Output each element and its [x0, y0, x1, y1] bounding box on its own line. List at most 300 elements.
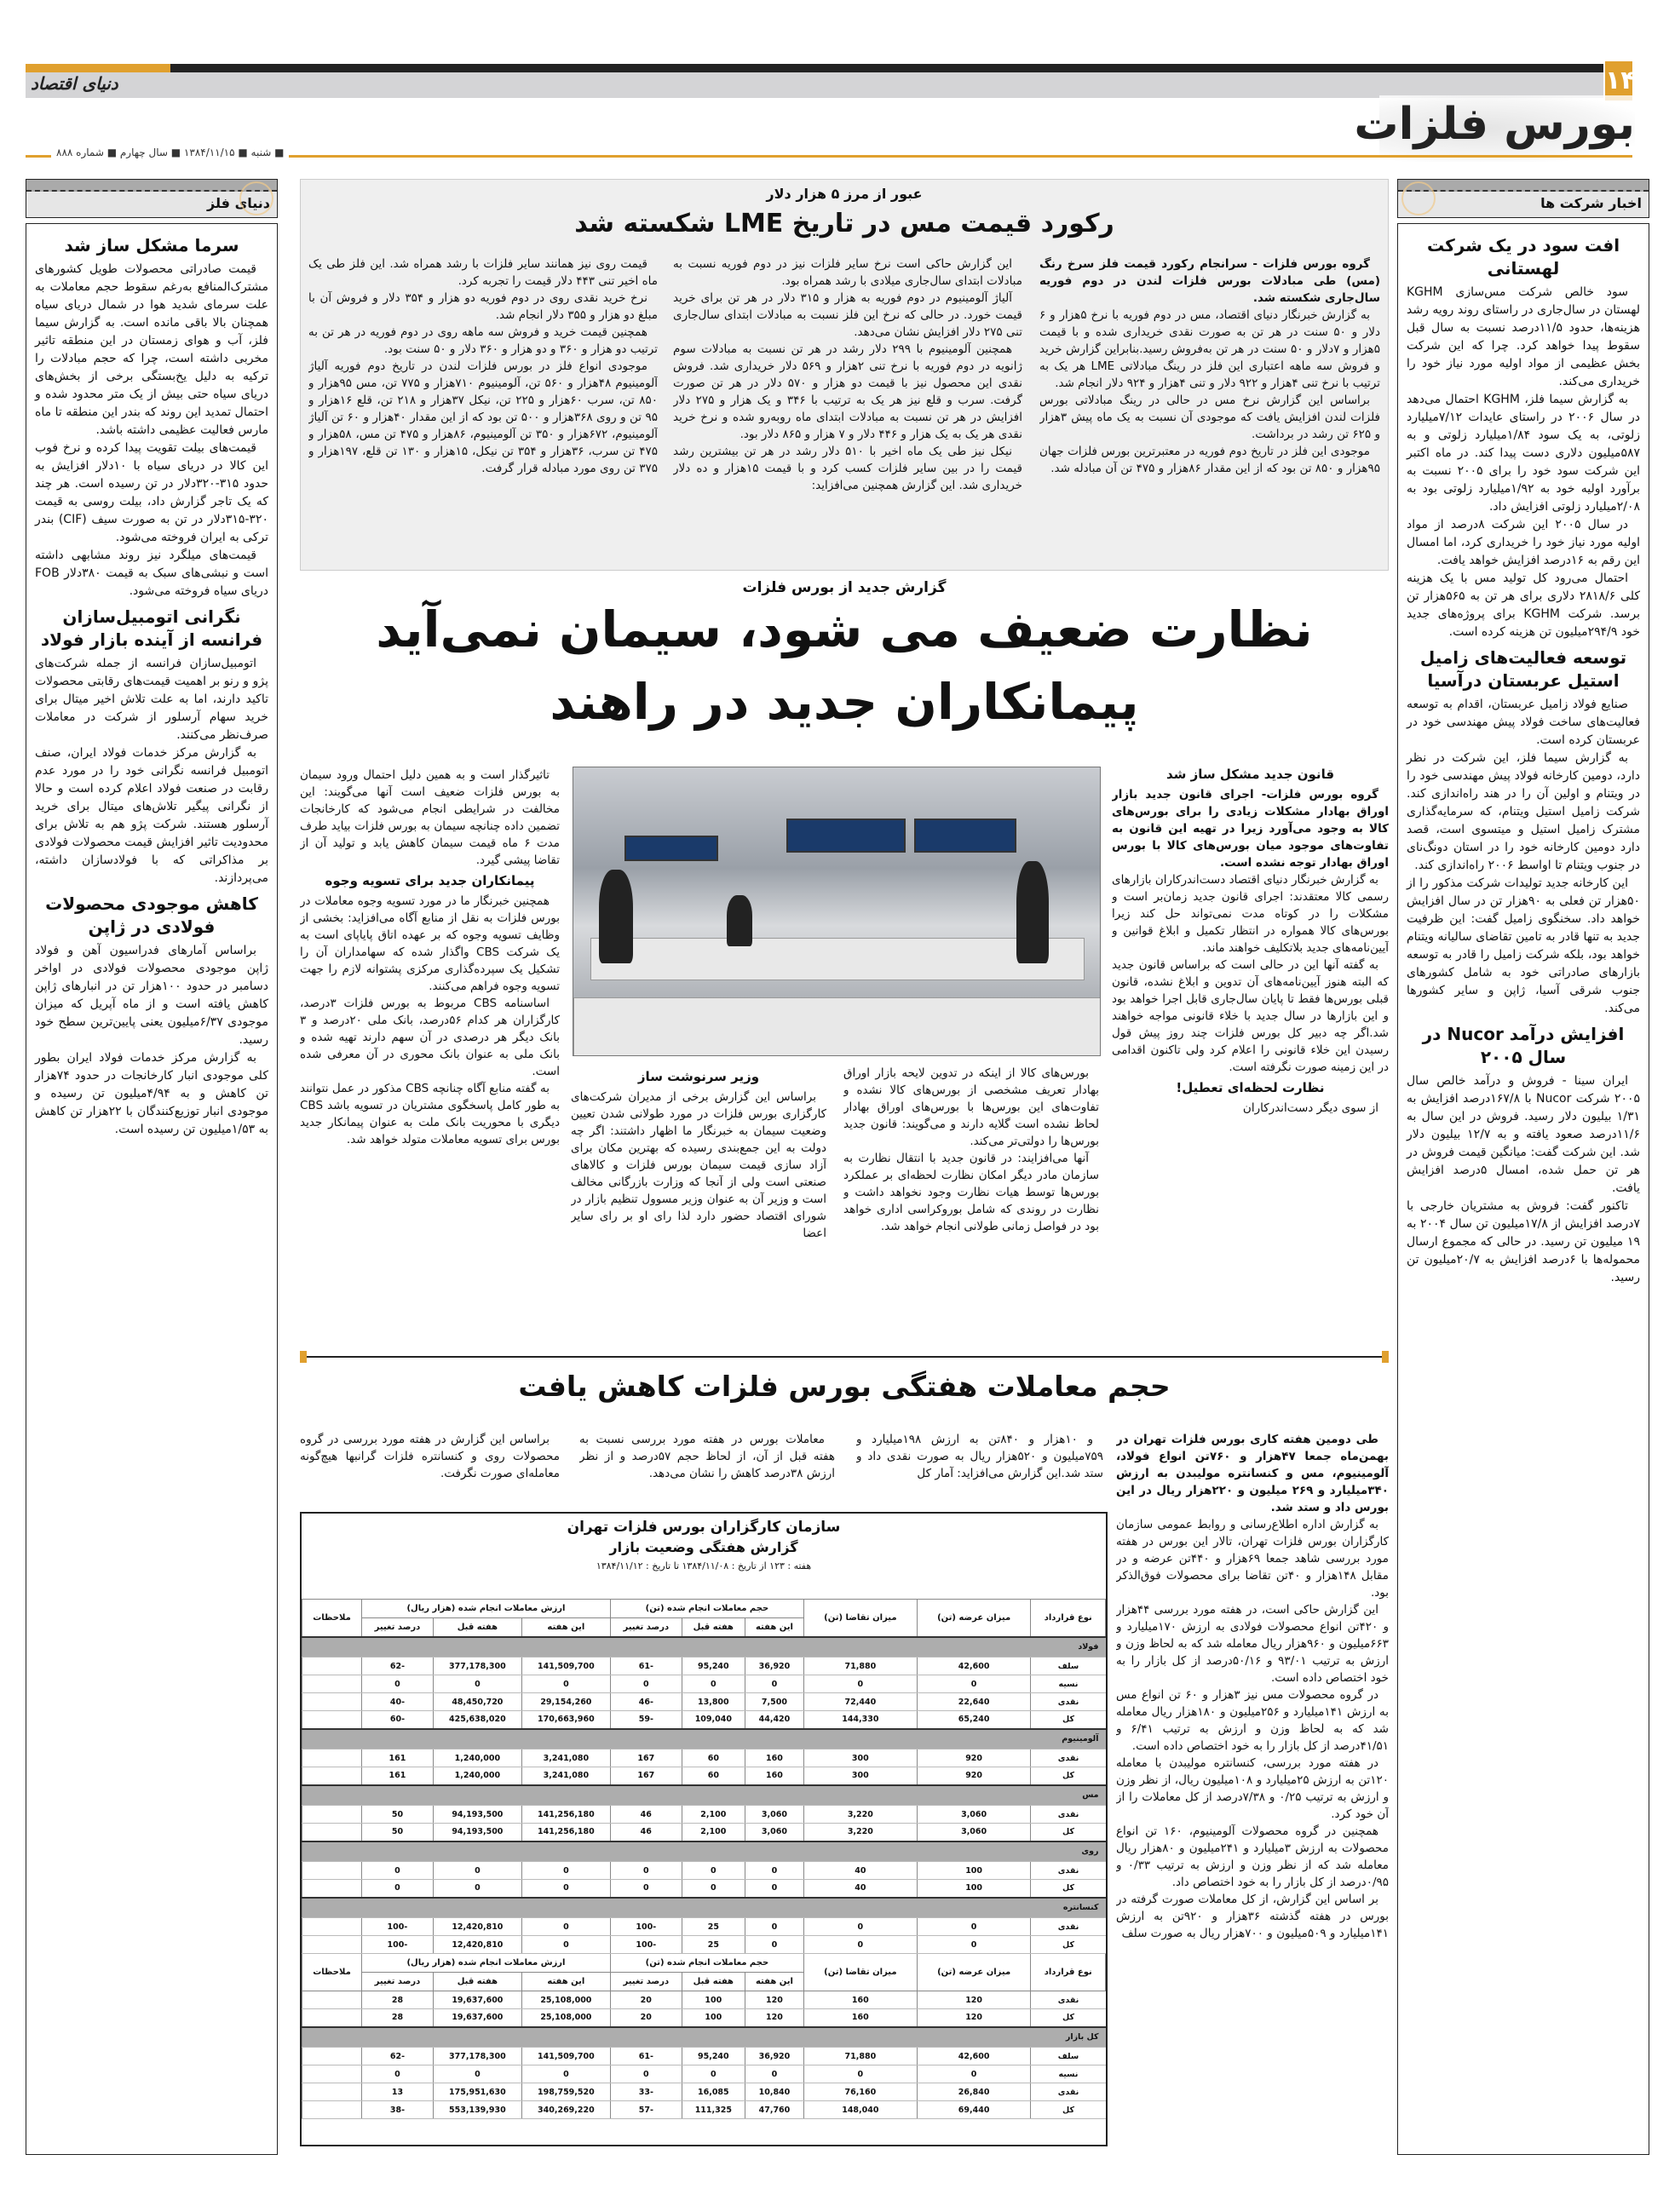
notes-cell — [302, 2101, 362, 2119]
cell: -100 — [362, 1918, 434, 1936]
story-headline: افت سود در یک شرکت لهستانی — [1426, 235, 1620, 279]
group-label: فولاد — [302, 1637, 1106, 1658]
cell: 160 — [803, 1991, 917, 2009]
cell: 0 — [682, 1675, 745, 1693]
paragraph: سود خالص شرکت مس‌سازی KGHM لهستان در سال‌جاری در راستای روند رویه رشد هزینه‌ها، حدود ۱۱/۵درصد نسبت به سال قبل سقوط پیدا خواهد کرد. چرا که این شرکت بخش عظیمی از مواد اولیه مورد نیاز خود را خریداری می‌کند. — [1407, 285, 1640, 388]
cell: 0 — [803, 1936, 917, 1954]
globe-icon — [1401, 181, 1436, 215]
column-header: درصد تغییر — [362, 1618, 434, 1637]
cell: 76,160 — [803, 2083, 917, 2101]
lme-column-3 — [308, 256, 658, 566]
cell: 2,100 — [682, 1824, 745, 1841]
cell: -33 — [610, 2083, 682, 2101]
paragraph: اتومبیل‌سازان فرانسه از جمله شرکت‌های پژو و رنو بر اهمیت قیمت‌های رقابتی محصولات تاکید دارند، اما به علت تلاش اخیر میتال برای خرید سهام آرسلور از شرکت در معاملات صرف‌نظر می‌کنند. — [35, 657, 268, 742]
contract-type: نسیه — [1031, 1675, 1106, 1693]
cell: 300 — [803, 1767, 917, 1785]
cell: 69,440 — [917, 2101, 1031, 2119]
section-divider — [300, 1356, 1389, 1358]
column-header: حجم معاملات انجام شده (تن) — [610, 1600, 803, 1618]
right-sidebar-header — [1397, 179, 1649, 218]
main-column-mid-right — [843, 1065, 1099, 1342]
paragraph: قیمت روی نیز همانند سایر فلزات با رشد همراه شد. این فلز طی یک ماه اخیر تنی ۴۴۳ دلار قیمت را تجربه کرد. — [308, 257, 658, 288]
paragraph: همچنین خبرنگار ما در مورد تسویه وجوه معاملات در بورس فلزات به نقل از منابع آگاه می‌افزاید: بخشی از وظایف تسویه وجوه که بر عهده اتاق پایاپای است به یک شرکت CBS واگذار شده که سهامداران آن را تشکیل یک سپرده‌گذاری مرکزی پشتوانه لازم را جهت تسویه وجوه فراهم می‌کنند. — [300, 894, 560, 993]
story-headline: سرما مشکل ساز شد — [64, 235, 239, 256]
paragraph: گروه بورس فلزات - سرانجام رکورد قیمت فلز سرخ رنگ (مس) طی مبادلات بورس فلزات لندن در دوم فوریه سال‌جاری شکسته شد. — [1039, 257, 1380, 305]
column-header: هفته قبل — [682, 1618, 745, 1637]
cell: 0 — [745, 2065, 803, 2083]
cell: 94,193,500 — [433, 1806, 521, 1824]
cell: -100 — [610, 1918, 682, 1936]
cell: 42,600 — [917, 2048, 1031, 2065]
main-headline-line2: پیمانکاران جدید در راهند — [550, 673, 1139, 731]
paragraph: به گزارش مرکز خدمات فولاد ایران بطور کلی موجودی انبار کارخانجات در حدود ۷۴هزار تن کاهش و به ۴/۹۴میلیون تن رسیده و موجودی انبار توزیع‌کنندگان با ۲۲هزار تن کاهش به ۱/۵۳میلیون تن رسیده است. — [35, 1051, 268, 1136]
paragraph: این گزارش حاکی است نرخ سایر فلزات نیز در دوم فوریه نسبت به مبادلات ابتدای سال‌جاری میلادی با رشد همراه بود. — [673, 257, 1022, 288]
cell: 0 — [917, 1918, 1031, 1936]
cell: -61 — [610, 2048, 682, 2065]
cell: 28 — [362, 1991, 434, 2009]
cell: -61 — [610, 1658, 682, 1675]
notes-cell — [302, 1918, 362, 1936]
paragraph: براساس این گزارش در هفته مورد بررسی در گروه محصولات روی و کنسانتره فلزات گرانبها هیچ‌گونه معامله‌ای صورت نگرفت. — [300, 1433, 560, 1480]
cell: 12,420,810 — [433, 1918, 521, 1936]
group-row — [302, 1841, 1106, 1862]
notes-cell — [302, 1658, 362, 1675]
cell: 161 — [362, 1767, 434, 1785]
cell: 0 — [362, 1880, 434, 1898]
cell: 0 — [362, 1675, 434, 1693]
paragraph: آنها می‌افزایند: در قانون جدید با انتقال نظارت به سازمان مادر دیگر امکان نظارت لحظه‌ای بر عملکرد بورس‌ها توسط هیات نظارت وجود نخواهد داشت و نظارت در روندی که شامل بوروکراسی اداری خواهد بود در فواصل زمانی طولانی انجام خواهد شد. — [843, 1152, 1099, 1233]
cell: 0 — [610, 1862, 682, 1880]
lme-column-1 — [1039, 256, 1380, 566]
column-header: ارزش معاملات انجام شده (هزار ریال) — [362, 1954, 611, 1973]
cell: 0 — [745, 1880, 803, 1898]
table-row — [302, 1824, 1106, 1841]
cell: 3,060 — [745, 1806, 803, 1824]
column-header: میزان عرضه (تن) — [917, 1600, 1031, 1637]
cell: 25,108,000 — [521, 2009, 610, 2027]
cell: 0 — [803, 2065, 917, 2083]
paragraph: آلیاژ آلومینیوم در دوم فوریه به هزار و ۳۱۵ دلار در هر تن برای خرید قیمت خورد. در حالی که نرخ این فلز نسبت به مبادلات ابتدای سال‌جاری تنی ۲۷۵ دلار افزایش نشان می‌دهد. — [673, 291, 1022, 339]
volume-intro-col-3 — [300, 1431, 560, 1503]
notes-cell — [302, 1711, 362, 1729]
cell: 25 — [682, 1918, 745, 1936]
cell: 40 — [803, 1862, 917, 1880]
paragraph: بر اساس این گزارش، از کل معاملات صورت گرفته در بورس در هفته گذشته ۳۶هزار و ۹۲۰تن به ارزش ۱۴۱میلیارد و ۵۰۹میلیون و ۷۰۰هزار ریال به صورت سلف — [1116, 1893, 1389, 1940]
table-row — [302, 2009, 1106, 2027]
paragraph: همچنین در گروه محصولات آلومینیوم، ۱۶۰ تن انواع محصولات به ارزش ۳میلیارد و ۲۴۱میلیون و ۸۰هزار ریال معامله شد که از نظر وزن و ارزش به ترتیب ۰/۳۳ و ۰/۹۵درصد از کل بازار را به خود اختصاص داد. — [1116, 1824, 1389, 1889]
cell: 95,240 — [682, 1658, 745, 1675]
cell: 0 — [745, 1675, 803, 1693]
cell: 3,241,080 — [521, 1749, 610, 1767]
column-header: ارزش معاملات انجام شده (هزار ریال) — [362, 1600, 611, 1618]
trading-floor-photo — [573, 767, 1101, 1056]
table-row — [302, 1693, 1106, 1711]
story-headline: نگرانی اتومبیل‌سازان فرانسه از آینده بازار فولاد — [40, 606, 263, 650]
table-row — [302, 1711, 1106, 1729]
paragraph: به گزارش خبرنگار دنیای اقتصاد دست‌اندرکاران بازارهای رسمی کالا معتقدند: اجرای قانون جدید زمان‌بر است و مشکلات را در کوتاه مدت نمی‌تواند حل کند زیرا بورس‌های کالا همواره در انتظار تکمیل و ابلاغ قوانین و آیین‌نامه‌های جدید بلاتکلیف خواهند ماند. — [1112, 873, 1389, 955]
notes-cell — [302, 2048, 362, 2065]
paragraph: موجودی این فلز در تاریخ دوم فوریه در معتبرترین بورس فلزات جهان ۹۵هزار و ۸۵۰ تن بود که از این مقدار ۸۶هزار و ۴۷۵ تن آن مبادله شد. — [1039, 445, 1380, 475]
notes-cell — [302, 2009, 362, 2027]
table-subtitle: گزارش هفتگی وضعیت بازار — [609, 1539, 798, 1555]
contract-type: کل — [1031, 1880, 1106, 1898]
lme-column-2 — [673, 256, 1022, 566]
paragraph: احتمال می‌رود کل تولید مس با یک هزینه کلی ۲۸۱۸/۶ دلاری برای هر تن به ۵۶۵هزار تن برسد. شرکت KGHM برای پروژه‌های جدید خود ۲۹۴/۹میلیون تن هزینه کرده است. — [1407, 572, 1640, 639]
cell: 25 — [682, 1936, 745, 1954]
cell: 141,256,180 — [521, 1806, 610, 1824]
table-row — [302, 1918, 1106, 1936]
paragraph: به گزارش مرکز خدمات فولاد ایران، صنف اتومبیل فرانسه نگرانی خود را در مورد عدم رقابت در صنعت فولاد اعلام کرده است و حالا از نگرانی پیگیر تلاش‌های میتال برای خرید آرسلور هستند. شرکت پژو هم به تلاش برای محدودیت تاثیر افزایش قیمت محصولات فولادی بر مذاکراتی که با فولادسازان داشته، می‌پردازند. — [35, 746, 268, 885]
cell: 1,240,000 — [433, 1749, 521, 1767]
cell: 26,840 — [917, 2083, 1031, 2101]
cell: 42,600 — [917, 1658, 1031, 1675]
paragraph: به گفته آنها این در حالی است که براساس قانون جدید که البته هنوز آیین‌نامه‌های آن تدوین و ابلاغ نشده، قانون قبلی بورس‌ها فقط تا پایان سال‌جاری قابل اجرا خواهد بود و این بازارها در سال جدید با خلاء قانونی مواجه خواهند شد.اگر چه دبیر کل بورس فلزات چند روز پیش قول رسیدن این خلاء قانونی را اعلام کرد ولی تاکنون اقدامی در این زمینه صورت نگرفته است. — [1112, 958, 1389, 1074]
contract-type: نقدی — [1031, 1918, 1106, 1936]
cell: 120 — [745, 1991, 803, 2009]
cell: 3,220 — [803, 1824, 917, 1841]
cell: -62 — [362, 2048, 434, 2065]
cell: 3,241,080 — [521, 1767, 610, 1785]
cell: 20 — [610, 2009, 682, 2027]
notes-cell — [302, 1675, 362, 1693]
cell: 377,178,300 — [433, 2048, 521, 2065]
cell: 46 — [610, 1806, 682, 1824]
cell: 48,450,720 — [433, 1693, 521, 1711]
contract-type: نقدی — [1031, 1991, 1106, 2009]
cell: 36,920 — [745, 2048, 803, 2065]
cell: 161 — [362, 1749, 434, 1767]
cell: 0 — [745, 1862, 803, 1880]
contract-type: کل — [1031, 2009, 1106, 2027]
cell: 0 — [521, 1675, 610, 1693]
group-row — [302, 1898, 1106, 1918]
cell: 0 — [521, 1862, 610, 1880]
notes-cell — [302, 2065, 362, 2083]
volume-intro-col-2 — [579, 1431, 835, 1503]
paragraph: از سوی دیگر دست‌اندرکاران — [1242, 1101, 1378, 1115]
cell: 920 — [917, 1767, 1031, 1785]
paragraph: قیمت صادراتی محصولات طویل کشورهای مشترک‌المنافع به‌رغم سقوط حجم معاملات به علت سرمای شدید هوا در شمال دریای سیاه همچنان بالا باقی مانده است. به گزارش سیما فلز، آب و هوای زمستان در این منطقه تاثیر مخربی داشته است، چرا که حجم مبادلات را ترکیه به دلیل یخ‌بستگی برخی از بخش‌های دریای سیاه حتی بیش از یک متر محدود شده و احتمال تمدید این روند که بندر این منطقه تا ماه مارس فعالیت عظیمی داشته باشد. — [35, 262, 268, 437]
cell: -46 — [610, 1693, 682, 1711]
cell: 0 — [745, 1918, 803, 1936]
left-sidebar — [26, 223, 278, 2155]
contract-type: سلف — [1031, 1658, 1106, 1675]
paragraph: براساس این گزارش نرخ مس در حالی در رینگ مبادلاتی بورس فلزات لندن افزایش یافت که موجودی آن نسبت به یک ماه پیش ۳هزار و ۶۲۵ تن رشد در برداشت. — [1039, 394, 1380, 441]
cell: 100 — [917, 1880, 1031, 1898]
paragraph: براساس این گزارش برخی از مدیران شرکت‌های کارگزاری بورس فلزات در مورد طولانی شدن تعیین وضعیت سیمان به خبرنگار ما اظهار داشتند: اگر چه دولت به این جمع‌بندی رسیده که بهترین مکان برای آزاد سازی قیمت سیمان بورس فلزات و کالاهای صنعتی است ولی از آنجا که وزارت بازرگانی مخالف است و وزیر آن به عنوان وزیر مسوول تنظیم بازار در شورای اقتصاد حضور دارد لذا رای او بر رای سایر اعضا — [571, 1090, 826, 1240]
header-bar — [26, 64, 1603, 72]
cell: 36,920 — [745, 1658, 803, 1675]
cell: 0 — [521, 1936, 610, 1954]
cell: 120 — [917, 2009, 1031, 2027]
cell: -57 — [610, 2101, 682, 2119]
paragraph: به گفته منابع آگاه چنانچه CBS مذکور در عمل نتوانند به طور کامل پاسخگوی مشتریان در تسویه باشد CBS دیگری با محوریت بانک ملت به عنوان پیمانکار جدید بورس برای تسویه معاملات متولد خواهد شد. — [300, 1082, 560, 1146]
group-label: آلومینیوم — [302, 1729, 1106, 1749]
notes-cell — [302, 1824, 362, 1841]
cell: -100 — [610, 1936, 682, 1954]
cell: 50 — [362, 1824, 434, 1841]
table-row — [302, 1880, 1106, 1898]
cell: 160 — [745, 1767, 803, 1785]
subhead: قانون جدید مشکل ساز شد — [1165, 767, 1335, 782]
section-title: بورس فلزات — [1354, 99, 1635, 150]
paragraph: در هفته مورد بررسی، کنسانتره مولیبدن با معامله ۱۲۰تن به ارزش ۲۵میلیارد و ۱۰۸میلیون ریال، از نظر وزن و ارزش به ترتیب ۰/۲۵ و ۷/۳۸درصد از کل معاملات را از آن خود کرد. — [1116, 1756, 1389, 1821]
column-header: هفته قبل — [682, 1973, 745, 1991]
cell: 0 — [521, 2065, 610, 2083]
table-row — [302, 2065, 1106, 2083]
cell: 100 — [917, 1862, 1031, 1880]
article-lead: گروه بورس فلزات- اجرای قانون جدید بازار اوراق بهادار مشکلات زیادی را برای بورس‌های کالا به وجود می‌آورد زیرا در تهیه این قانون به تفاوت‌های موجود میان بورس‌های کالا با بورس اوراق بهادار توجه نشده است. — [1112, 788, 1389, 870]
cell: 28 — [362, 2009, 434, 2027]
cell: 50 — [362, 1806, 434, 1824]
table-row — [302, 2083, 1106, 2101]
paragraph: به گزارش سیما فلز، این شرکت در نظر دارد، دومین کارخانه فولاد پیش مهندسی خود را در ویتنام و اولین آن را در هند راه‌اندازی کند. شرکت زامیل استیل ویتنام، که سرمایه‌گذاری مشترک زامیل استیل و میتسوی است، قصد دارد دومین کارخانه خود را در استان دونگ‌نای در جنوب ویتنام تا اواسط ۲۰۰۶ راه‌اندازی کند. — [1407, 751, 1640, 872]
cell: 13,800 — [682, 1693, 745, 1711]
notes-cell — [302, 1880, 362, 1898]
cell: 340,269,220 — [521, 2101, 610, 2119]
contract-type: نقدی — [1031, 1862, 1106, 1880]
cell: 0 — [521, 1918, 610, 1936]
cell: 141,509,700 — [521, 1658, 610, 1675]
column-header: هفته قبل — [433, 1973, 521, 1991]
group-label: روی — [302, 1841, 1106, 1862]
table-row — [302, 1862, 1106, 1880]
cell: 44,420 — [745, 1711, 803, 1729]
cell: 0 — [803, 1675, 917, 1693]
cell: 19,637,600 — [433, 2009, 521, 2027]
contract-type: کل — [1031, 1824, 1106, 1841]
cell: 0 — [917, 2065, 1031, 2083]
column-header: درصد تغییر — [610, 1973, 682, 1991]
cell: 3,060 — [917, 1806, 1031, 1824]
paragraph: ایران سینا - فروش و درآمد خالص سال ۲۰۰۵ شرکت Nucor با ۱۶۷/۸درصد افزایش به ۱/۳۱ بیلیون دلار رسید. فروش در این سال به ۱۱/۶درصد صعود یافته و به ۱۲/۷ بیلیون دلار شد. این شرکت گفت: میانگین قیمت فروش در هر تن حمل شده، امسال ۵درصد افزایش یافت. — [1407, 1074, 1641, 1195]
group-label: کنسانتره — [302, 1898, 1106, 1918]
subhead: پیمانکاران جدید برای تسویه وجوه — [325, 873, 535, 888]
cell: 0 — [362, 1862, 434, 1880]
right-sidebar-label: اخبار شرکت ها — [1540, 195, 1642, 211]
cell: 0 — [682, 1862, 745, 1880]
cell: 920 — [917, 1749, 1031, 1767]
header-accent — [26, 64, 170, 72]
column-header: نوع قرارداد — [1031, 1954, 1106, 1991]
cell: 0 — [682, 1880, 745, 1898]
volume-headline: حجم معاملات هفتگی بورس فلزات کاهش یافت — [518, 1370, 1171, 1403]
cell: 0 — [745, 1936, 803, 1954]
group-label: مس — [302, 1785, 1106, 1806]
story-headline: افزایش درآمد Nucor در سال ۲۰۰۵ — [1422, 1024, 1625, 1067]
cell: 20 — [610, 1991, 682, 2009]
cell: 144,330 — [803, 1711, 917, 1729]
cell: 120 — [745, 2009, 803, 2027]
cell: 40 — [803, 1880, 917, 1898]
paragraph: بورس‌های کالا از اینکه در تدوین لایحه بازار اوراق بهادار تعریف مشخصی از بورس‌های کالا نشده و تفاوت‌های این بورس‌ها با بورس‌های اوراق بهادار لحاظ نشده است گلایه دارند و می‌گویند: قانون جدید بورس‌ها را دولتی‌تر می‌کند. — [843, 1066, 1099, 1148]
cell: -40 — [362, 1693, 434, 1711]
left-sidebar-label: دنیای فلز — [207, 195, 270, 211]
cell: 167 — [610, 1749, 682, 1767]
cell: 120 — [917, 1991, 1031, 2009]
paragraph: معاملات بورس در هفته مورد بررسی نسبت به هفته قبل از آن، از لحاظ حجم ۵۷درصد و از نظر ارزش ۳۸درصد کاهش را نشان می‌دهد. — [579, 1433, 835, 1480]
cell: 0 — [521, 1880, 610, 1898]
cell: 19,637,600 — [433, 1991, 521, 2009]
notes-cell — [302, 1806, 362, 1824]
cell: 0 — [433, 1880, 521, 1898]
table-row — [302, 1806, 1106, 1824]
lme-kicker: عبور از مرز ۵ هزار دلار — [766, 186, 923, 202]
cell: 0 — [433, 1862, 521, 1880]
right-sidebar — [1397, 223, 1649, 2155]
cell: 71,880 — [803, 1658, 917, 1675]
divider-ornament — [1382, 1351, 1389, 1363]
group-row — [302, 1785, 1106, 1806]
cell: 16,085 — [682, 2083, 745, 2101]
cell: 111,325 — [682, 2101, 745, 2119]
paragraph: اساسنامه CBS مربوط به بورس فلزات ۳درصد، کارگزاران هر کدام ۵۶درصد، بانک ملی ۲۰درصد و ۳ بانک دیگر هر درصدی در آن سهم دارند تهیه شده و بانک ملی به عنوان بانک محوری در آن معرفی شده است. — [300, 997, 560, 1078]
contract-type: کل — [1031, 1711, 1106, 1729]
column-header: ملاحظات — [302, 1600, 362, 1637]
cell: 95,240 — [682, 2048, 745, 2065]
group-row — [302, 1637, 1106, 1658]
story-headline: کاهش موجودی محصولات فولادی در ژاپن — [45, 893, 258, 937]
group-row — [302, 1729, 1106, 1749]
article-lead: طی دومین هفته کاری بورس فلزات تهران در بهمن‌ماه جمعا ۴۷هزار و ۷۶۰تن انواع فولاد، آلومینیوم، مس و کنسانتره مولیبدن به ارزش ۳۴۰میلیارد و ۲۶۹ میلیون و ۲۲۰هزار ریال در این بورس داد و ستد شد. — [1116, 1433, 1389, 1514]
column-header: میزان عرضه (تن) — [917, 1954, 1031, 1991]
table-row — [302, 1675, 1106, 1693]
column-header: میزان تقاضا (تن) — [803, 1600, 917, 1637]
main-column-mid — [571, 1065, 826, 1342]
cell: 60 — [682, 1749, 745, 1767]
cell: 141,509,700 — [521, 2048, 610, 2065]
cell: 0 — [610, 2065, 682, 2083]
cell: 0 — [433, 1675, 521, 1693]
paragraph: این گزارش حاکی است، در هفته مورد بررسی ۴۴هزار و ۴۲۰تن انواع محصولات فولادی به ارزش ۱۷۰میلیارد و ۶۶۳میلیون و ۹۶۰هزار ریال معامله شد که به لحاظ وزن و ارزش به ترتیب ۹۳/۰۱ و ۵۰/۱۶درصد از کل بازار را به خود اختصاص داده است. — [1116, 1603, 1389, 1685]
notes-cell — [302, 2083, 362, 2101]
column-header: هفته قبل — [433, 1618, 521, 1637]
cell: 60 — [682, 1767, 745, 1785]
column-header: درصد تغییر — [610, 1618, 682, 1637]
paragraph: در گروه محصولات مس نیز ۳هزار و ۶۰ تن انواع مس به ارزش ۱۴۱میلیارد و ۲۵۶میلیون و ۱۸۰هزار ریال معامله شد که به لحاظ وزن و ارزش به ترتیب ۶/۴۱ و ۴۱/۵۱درصد از کل بازار را به خود اختصاص داده است. — [1116, 1688, 1389, 1753]
dateline: ■ شنبه ■ ۱۳۸۴/۱۱/۱۵ ■ سال چهارم ■ شماره ۸۸۸ — [51, 147, 289, 158]
cell: 71,880 — [803, 2048, 917, 2065]
cell: 0 — [917, 1675, 1031, 1693]
cell: 72,440 — [803, 1693, 917, 1711]
cell: 109,040 — [682, 1711, 745, 1729]
cell: 100 — [682, 1991, 745, 2009]
globe-icon — [239, 181, 273, 215]
cell: 141,256,180 — [521, 1824, 610, 1841]
cell: 0 — [362, 2065, 434, 2083]
cell: 0 — [803, 1918, 917, 1936]
cell: 13 — [362, 2083, 434, 2101]
paragraph: قیمت‌های میلگرد نیز روند مشابهی داشته است و نبشی‌های سبک به قیمت ۳۸۰دلار FOB دریای سیاه فروخته می‌شود. — [35, 549, 268, 598]
paragraph: صنایع فولاد زامیل عربستان، اقدام به توسعه فعالیت‌های ساخت فولاد پیش مهندسی خود در عربستان کرده است. — [1407, 698, 1640, 747]
cell: 175,951,630 — [433, 2083, 521, 2101]
paragraph: قیمت‌های بیلت تقویت پیدا کرده و نرخ فوب این کالا در دریای سیاه با ۱۰دلار افزایش به حدود ۳۱۵-۳۲۰دلار در تن رسیده است. هر چند که یک تاجر گزارش داد، بیلت روسی به قیمت ۳۲۰-۳۱۵دلار در تن به صورت سیف (CIF) بندر ترکی به ایران فروخته می‌شود. — [35, 441, 269, 544]
contract-type: نقدی — [1031, 1749, 1106, 1767]
column-header: درصد تغییر — [362, 1973, 434, 1991]
cell: 160 — [803, 2009, 917, 2027]
column-header: این هفته — [745, 1618, 803, 1637]
contract-type: کل — [1031, 1767, 1106, 1785]
notes-cell — [302, 1991, 362, 2009]
cell: 10,840 — [745, 2083, 803, 2101]
notes-cell — [302, 1767, 362, 1785]
cell: 148,040 — [803, 2101, 917, 2119]
cell: 0 — [682, 2065, 745, 2083]
subhead: نظارت لحظه‌ای تعطیل! — [1176, 1080, 1325, 1095]
divider-ornament — [300, 1351, 307, 1363]
cell: 12,420,810 — [433, 1936, 521, 1954]
main-headline-line1: نظارت ضعیف می شود، سیمان نمی‌آید — [376, 600, 1313, 658]
contract-type: نقدی — [1031, 2083, 1106, 2101]
main-column-left — [300, 767, 560, 1342]
paragraph: تاثیرگذار است و به همین دلیل احتمال ورود سیمان به بورس فلزات ضعیف است آنها می‌گویند: این مخالفت در شرایطی انجام می‌شود که کارخانجات تضمین داده چنانچه سیمان به بورس فلزات بیاید طرف مدت ۶ ماه قیمت سیمان کاهش یابد و تولید آن از تقاضا پیشی گیرد. — [300, 768, 560, 867]
cell: 46 — [610, 1824, 682, 1841]
column-header: این هفته — [521, 1973, 610, 1991]
cell: 29,154,260 — [521, 1693, 610, 1711]
column-header: این هفته — [745, 1973, 803, 1991]
cell: 198,759,520 — [521, 2083, 610, 2101]
paragraph: در سال ۲۰۰۵ این شرکت ۸درصد از مواد اولیه مورد نیاز خود را خریداری کرد، اما امسال این رقم به ۱۶درصد افزایش خواهد یافت. — [1407, 518, 1640, 567]
table-row — [302, 1749, 1106, 1767]
column-header: نوع قرارداد — [1031, 1600, 1106, 1637]
paragraph: تاکنور گفت: فروش به مشتریان خارجی با ۷درصد افزایش از ۱۷/۸میلیون تن سال ۲۰۰۴ به ۱۹ میلیون تن رسید. در حالی که مجموع ارسال محموله‌ها با ۶درصد افزایش به ۲۰/۷میلیون تن رسید. — [1407, 1199, 1640, 1284]
cell: 160 — [745, 1749, 803, 1767]
contract-type: نقدی — [1031, 1693, 1106, 1711]
story-headline: توسعه فعالیت‌های زامیل استیل عربستان درآسیا — [1419, 647, 1627, 691]
header-band — [26, 72, 1603, 98]
cell: 0 — [610, 1880, 682, 1898]
cell: 100 — [682, 2009, 745, 2027]
cell: -62 — [362, 1658, 434, 1675]
cell: 65,240 — [917, 1711, 1031, 1729]
newspaper-logo: دنیای اقتصاد — [31, 73, 118, 94]
column-header: میزان تقاضا (تن) — [803, 1954, 917, 1991]
notes-cell — [302, 1936, 362, 1954]
paragraph: به گزارش سیما فلز، KGHM احتمال می‌دهد در سال ۲۰۰۶ در راستای عایدات ۷/۱۲میلیارد زلوتی، به یک سود ۱/۸۴میلیارد زلوتی و به ۵۸۷میلیون دلاری دست پیدا کند. در ماه اکتبر این شرکت سود خود را برای ۲۰۰۵ نسبت به برآورد اولیه خود به ۱/۹۲میلیارد زلوتی بود به ۲/۰۸میلیارد زلوتی افزایش داد. — [1407, 393, 1641, 514]
paragraph: موجودی انواع فلز در بورس فلزات لندن در تاریخ دوم فوریه آلیاژ آلومینیوم ۴۸هزار و ۵۶۰ تن، آلومینیوم ۷۱۰هزار و ۷۷۵ تن، مس ۹۵هزار و ۸۵۰ تن، سرب ۶۰هزار و ۲۲۵ تن، نیکل ۳۷هزار و ۲۱۸ تن، قلع ۱۶هزار و ۹۵ تن و روی ۳۶۸هزار و ۵۰۰ تن بود که از این مقدار ۴۰هزار و ۶۰ تن آلیاژ آلومینیوم، ۶۷۲هزار و ۳۵۰ تن آلومینیوم، ۸۶هزار و ۴۷۵ تن مس، ۵۸هزار و ۴۷۵ تن سرب، ۳۶هزار و ۳۵۴ تن نیکل، ۱۵هزار و ۱۳۰ تن قلع، ۱۹۷هزار و ۳۷۵ تن روی مورد مبادله قرار گرفت. — [308, 359, 658, 475]
notes-cell — [302, 1862, 362, 1880]
weekly-market-report-table — [300, 1512, 1108, 2146]
volume-intro-col-1 — [856, 1431, 1103, 1503]
cell: 377,178,300 — [433, 1658, 521, 1675]
column-header: حجم معاملات انجام شده (تن) — [610, 1954, 803, 1973]
cell: 0 — [610, 1675, 682, 1693]
contract-type: کل — [1031, 2101, 1106, 2119]
cell: 1,240,000 — [433, 1767, 521, 1785]
main-column-right — [1112, 762, 1389, 1342]
cell: 47,760 — [745, 2101, 803, 2119]
cell: -100 — [362, 1936, 434, 1954]
paragraph: همچنین آلومینیوم با ۲۹۹ دلار رشد در هر تن نسبت به مبادلات سوم ژانویه در دوم فوریه با نرخ تنی ۲هزار و ۵۶۹ دلار خریداری شد. فروش نقدی این محصول نیز با قیمت دو هزار و ۵۷۰ دلار در هر تن صورت گرفت. سرب و قلع نیز هر یک به ترتیب با ۳۴۶ و یک هزار و ۲۷۵ دلار افزایش در هر تن نسبت به مبادلات ابتدای ماه روبه‌رو شده و نرخ خرید نقدی هر یک به یک هزار و ۴۴۶ دلار و ۷ هزار و ۸۶۵ دلار بود. — [673, 342, 1022, 441]
cell: 553,139,930 — [433, 2101, 521, 2119]
notes-cell — [302, 1749, 362, 1767]
contract-type: کل — [1031, 1936, 1106, 1954]
paragraph: براساس آمارهای فدراسیون آهن و فولاد ژاپن موجودی محصولات فولادی در اواخر دسامبر در حدود ۱۰۰هزار تن در انبارهای ژاپن کاهش یافته است و از ماه آپریل که میزان موجودی ۶/۳۷میلیون یعنی پایین‌ترین سطح خود رسید. — [35, 944, 268, 1047]
left-sidebar-header — [26, 179, 278, 218]
cell: 94,193,500 — [433, 1824, 521, 1841]
cell: 0 — [433, 2065, 521, 2083]
cell: 3,220 — [803, 1806, 917, 1824]
table-period: هفته : ۱۲۳ از تاریخ : ۱۳۸۴/۱۱/۰۸ تا تاریخ : ۱۳۸۴/۱۱/۱۲ — [596, 1560, 812, 1571]
table-row — [302, 1658, 1106, 1675]
paragraph: به گزارش خبرنگار دنیای اقتصاد، مس در دوم فوریه با نرخ ۵هزار و ۶ دلار و ۵۰ سنت در هر تن به صورت نقدی خریداری شده و با قیمت ۵هزار و ۷دلار و ۵۰ سنت در هر تن به‌فروش رسید.بنابراین گزارش خرید و فروش سه ماهه اعتباری این فلز در رینگ مبادلاتی LME هر یک به ترتیب با نرخ تنی ۴هزار و ۹۲۲ دلار و تنی ۴هزار و ۹۲۴ دلار انجام شد. — [1039, 308, 1380, 390]
cell: 0 — [917, 1936, 1031, 1954]
main-kicker: گزارش جدید از بورس فلزات — [742, 579, 947, 596]
table-row — [302, 2101, 1106, 2119]
subhead: وزیر سرنوشت ساز — [637, 1069, 760, 1084]
cell: 25,108,000 — [521, 1991, 610, 2009]
cell: 170,663,960 — [521, 1711, 610, 1729]
